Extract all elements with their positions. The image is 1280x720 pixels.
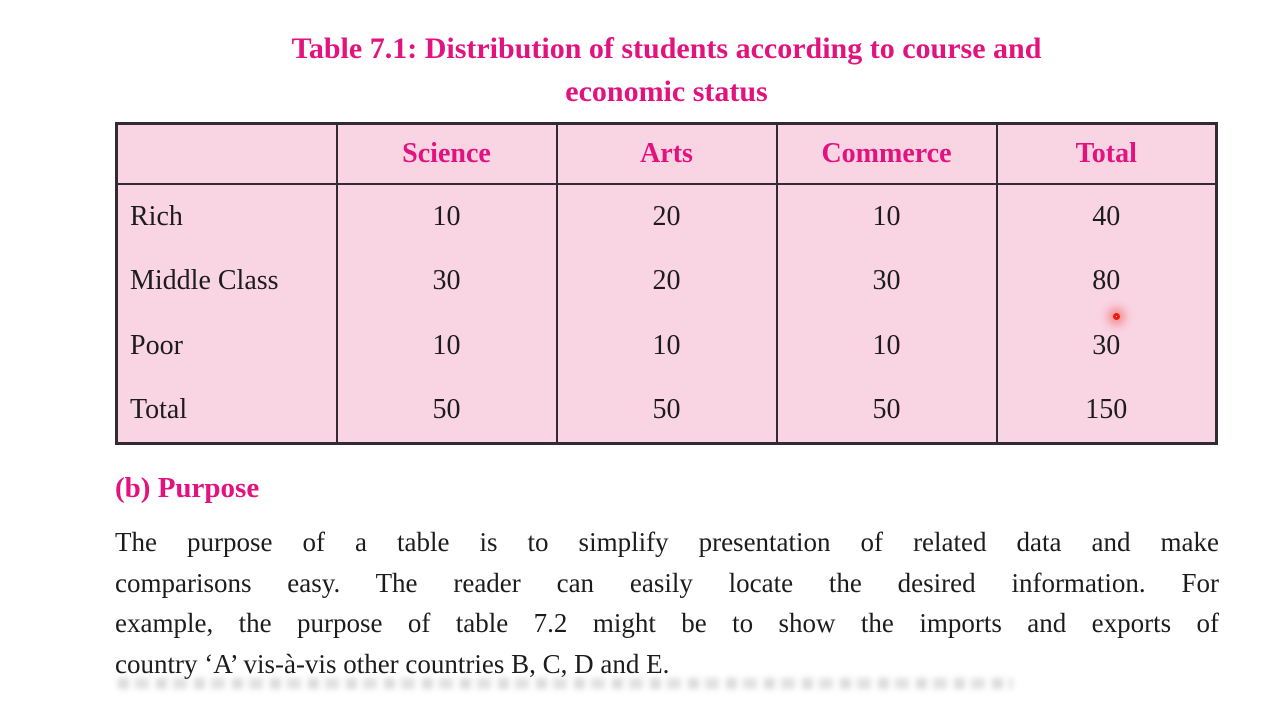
table-row — [117, 379, 1217, 444]
table-cell: 30 — [997, 314, 1217, 379]
column-header: Science — [337, 124, 557, 184]
table-cell: 10 — [777, 184, 997, 249]
table-title-line: economic status — [565, 75, 768, 108]
cropped-next-line-artifact — [118, 678, 1013, 689]
table-cell: 40 — [997, 184, 1217, 249]
paragraph-line: example, the purpose of table 7.2 might be to show the imports and exports of — [115, 608, 1219, 638]
table-cell: 50 — [777, 379, 997, 444]
table-cell: 10 — [557, 314, 777, 379]
paragraph-line: comparisons easy. The reader can easily locate the desired information. For — [115, 567, 1219, 598]
row-label: Poor — [117, 314, 337, 379]
table-cell: 10 — [777, 314, 997, 379]
table-body — [117, 184, 1217, 444]
table-cell: 30 — [337, 249, 557, 314]
table-cell: 20 — [557, 249, 777, 314]
row-label: Total — [117, 379, 337, 444]
table-cell: 150 — [997, 379, 1217, 444]
table-row — [117, 184, 1217, 249]
table-title — [115, 27, 1218, 113]
table-row — [117, 314, 1217, 379]
table-cell: 20 — [557, 184, 777, 249]
distribution-table — [115, 122, 1218, 445]
paragraph-line: The purpose of a table is to simplify presentation of related data and make — [115, 527, 1219, 557]
table-row — [117, 249, 1217, 314]
table-cell: 50 — [557, 379, 777, 444]
purpose-paragraph — [115, 522, 1219, 684]
laser-pointer-dot — [1113, 313, 1120, 320]
table-title-line: Table 7.1: Distribution of students according to course and — [291, 32, 1042, 65]
paragraph-line: country ‘A’ vis-à-vis other countries B, C, D and E. — [115, 648, 670, 679]
table-cell: 10 — [337, 184, 557, 249]
table-cell: 30 — [777, 249, 997, 314]
column-header — [117, 124, 337, 184]
row-label: Rich — [117, 184, 337, 249]
column-header: Arts — [557, 124, 777, 184]
table-header — [117, 124, 1217, 184]
row-label: Middle Class — [117, 249, 337, 314]
table-cell: 10 — [337, 314, 557, 379]
table-cell: 80 — [997, 249, 1217, 314]
table-cell: 50 — [337, 379, 557, 444]
header-row — [117, 124, 1217, 184]
column-header: Commerce — [777, 124, 997, 184]
purpose-heading: (b) Purpose — [115, 472, 260, 504]
column-header: Total — [997, 124, 1217, 184]
